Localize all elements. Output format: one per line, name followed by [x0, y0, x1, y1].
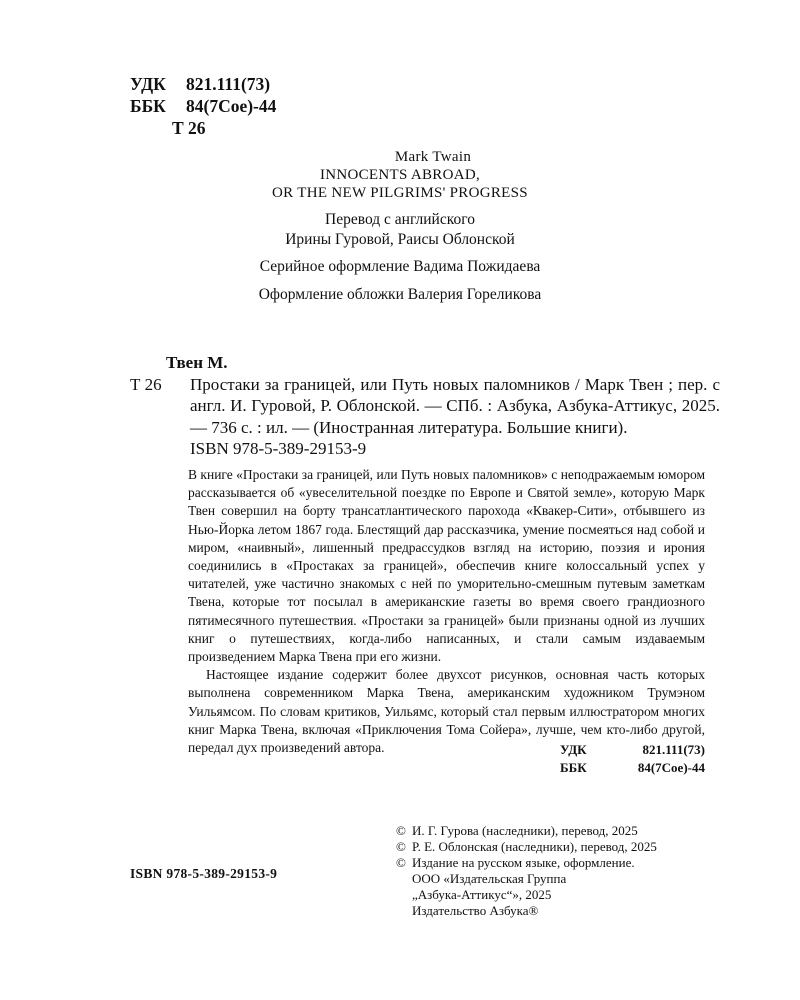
- small-bbk-label: ББК: [560, 759, 587, 775]
- small-udk-value: 821.111(73): [642, 742, 705, 757]
- udk-row: [130, 73, 276, 95]
- bib-code: Т 26: [130, 374, 162, 394]
- small-classification-codes: [560, 741, 705, 776]
- small-bbk-row: [560, 759, 705, 777]
- copyright-line: [396, 823, 657, 839]
- original-title-block: [0, 148, 800, 202]
- classification-codes: [130, 73, 276, 139]
- copyright-symbol: ©: [396, 855, 406, 870]
- copyright-text-2: Р. Е. Облонская (наследники), перевод, 2025: [412, 839, 657, 854]
- copyright-text-1: И. Г. Гурова (наследники), перевод, 2025: [412, 823, 638, 838]
- copyright-line: [396, 855, 657, 871]
- annotation-paragraph-1: В книге «Простаки за границей, или Путь новых паломников» с неподражаемым юмором рассказывается об «увеселительной поездке по Европе и Святой земле», которую Марк Твен совершил на борту трансатлантического парохода «Квакер-Сити», отбывшего из Нью-Йорка летом 1867 года. Блестящий дар рассказчика, умение посмеяться над собой и миром, «наивный», лишенный предрассудков взгляд на историю, поэзия и ирония соединились в «Простаках за границей», обеспечив книге колоссальный успех у читателей, уже частично знакомых с ней по уморительно-смешным путевым заметкам Твена, которые тот посылал в американские газеты во время своего грандиозного пятимесячного путешествия. «Простаки за границей» были признаны одной из лучших книг о путешествиях, когда-либо написанных, и стали самым издаваемым произведением Марка Твена при его жизни.: [188, 467, 705, 665]
- small-udk-label: УДК: [560, 742, 587, 757]
- translation-line2: Ирины Гуровой, Раисы Облонской: [285, 231, 515, 248]
- copyright-symbol: ©: [396, 823, 406, 838]
- copyright-text-3: Издание на русском языке, оформление.: [412, 855, 635, 870]
- translation-line1: Перевод с английского: [325, 211, 475, 228]
- bib-heading: Твен М.: [166, 353, 228, 372]
- udk-label: УДК: [130, 74, 166, 94]
- series-design-credit: Серийное оформление Вадима Пожидаева: [259, 258, 541, 275]
- copyright-line: [396, 839, 657, 855]
- copyright-line: [396, 903, 657, 919]
- author-mark: Т 26: [172, 118, 206, 138]
- isbn-bottom: ISBN 978-5-389-29153-9: [130, 866, 278, 881]
- translation-credit: [0, 210, 800, 250]
- original-author: Mark Twain: [394, 149, 472, 165]
- small-udk-row: [560, 741, 705, 759]
- bib-description: Простаки за границей, или Путь новых паломников / Марк Твен ; пер. с англ. И. Гуровой, Р. Облонской. — СПб. : Азбука, Азбука-Аттикус, 2025. — 736 с. : ил. — (Иностранная литература. Большие книги).: [190, 374, 720, 437]
- copyright-line: [396, 887, 657, 903]
- original-title-line1: INNOCENTS ABROAD,: [319, 167, 481, 183]
- copyright-text-4: ООО «Издательская Группа: [412, 871, 567, 886]
- bbk-row: [130, 95, 276, 117]
- udk-value: 821.111(73): [186, 74, 271, 94]
- cover-design-credit: Оформление обложки Валерия Гореликова: [258, 286, 542, 303]
- copyright-line: [396, 871, 657, 887]
- bib-entry: [130, 374, 720, 439]
- annotation-paragraph-2: Настоящее издание содержит более двухсот рисунков, основная часть которых выполнена современником Марка Твена, американским художником Трумэном Уильямсом. По словам критиков, Уильямс, который стал первым иллюстратором многих книг Марка Твена, включая «Приключения Тома Сойера», лучше, чем кто-либо другой, передал дух произведений автора.: [188, 667, 705, 756]
- bibliographic-record: [130, 352, 720, 460]
- original-title-line2: OR THE NEW PILGRIMS' PROGRESS: [272, 185, 528, 201]
- copyright-block: [396, 823, 657, 919]
- copyright-text-6: Издательство Азбука®: [412, 903, 539, 918]
- annotation: [188, 466, 705, 757]
- copyright-symbol: ©: [396, 839, 406, 854]
- bib-isbn: ISBN 978-5-389-29153-9: [190, 439, 367, 458]
- copyright-text-5: „Азбука-Аттикус“», 2025: [412, 887, 552, 902]
- small-bbk-value: 84(7Сое)-44: [637, 759, 705, 775]
- bbk-value: 84(7Сое)-44: [186, 96, 277, 116]
- bbk-label: ББК: [130, 96, 166, 116]
